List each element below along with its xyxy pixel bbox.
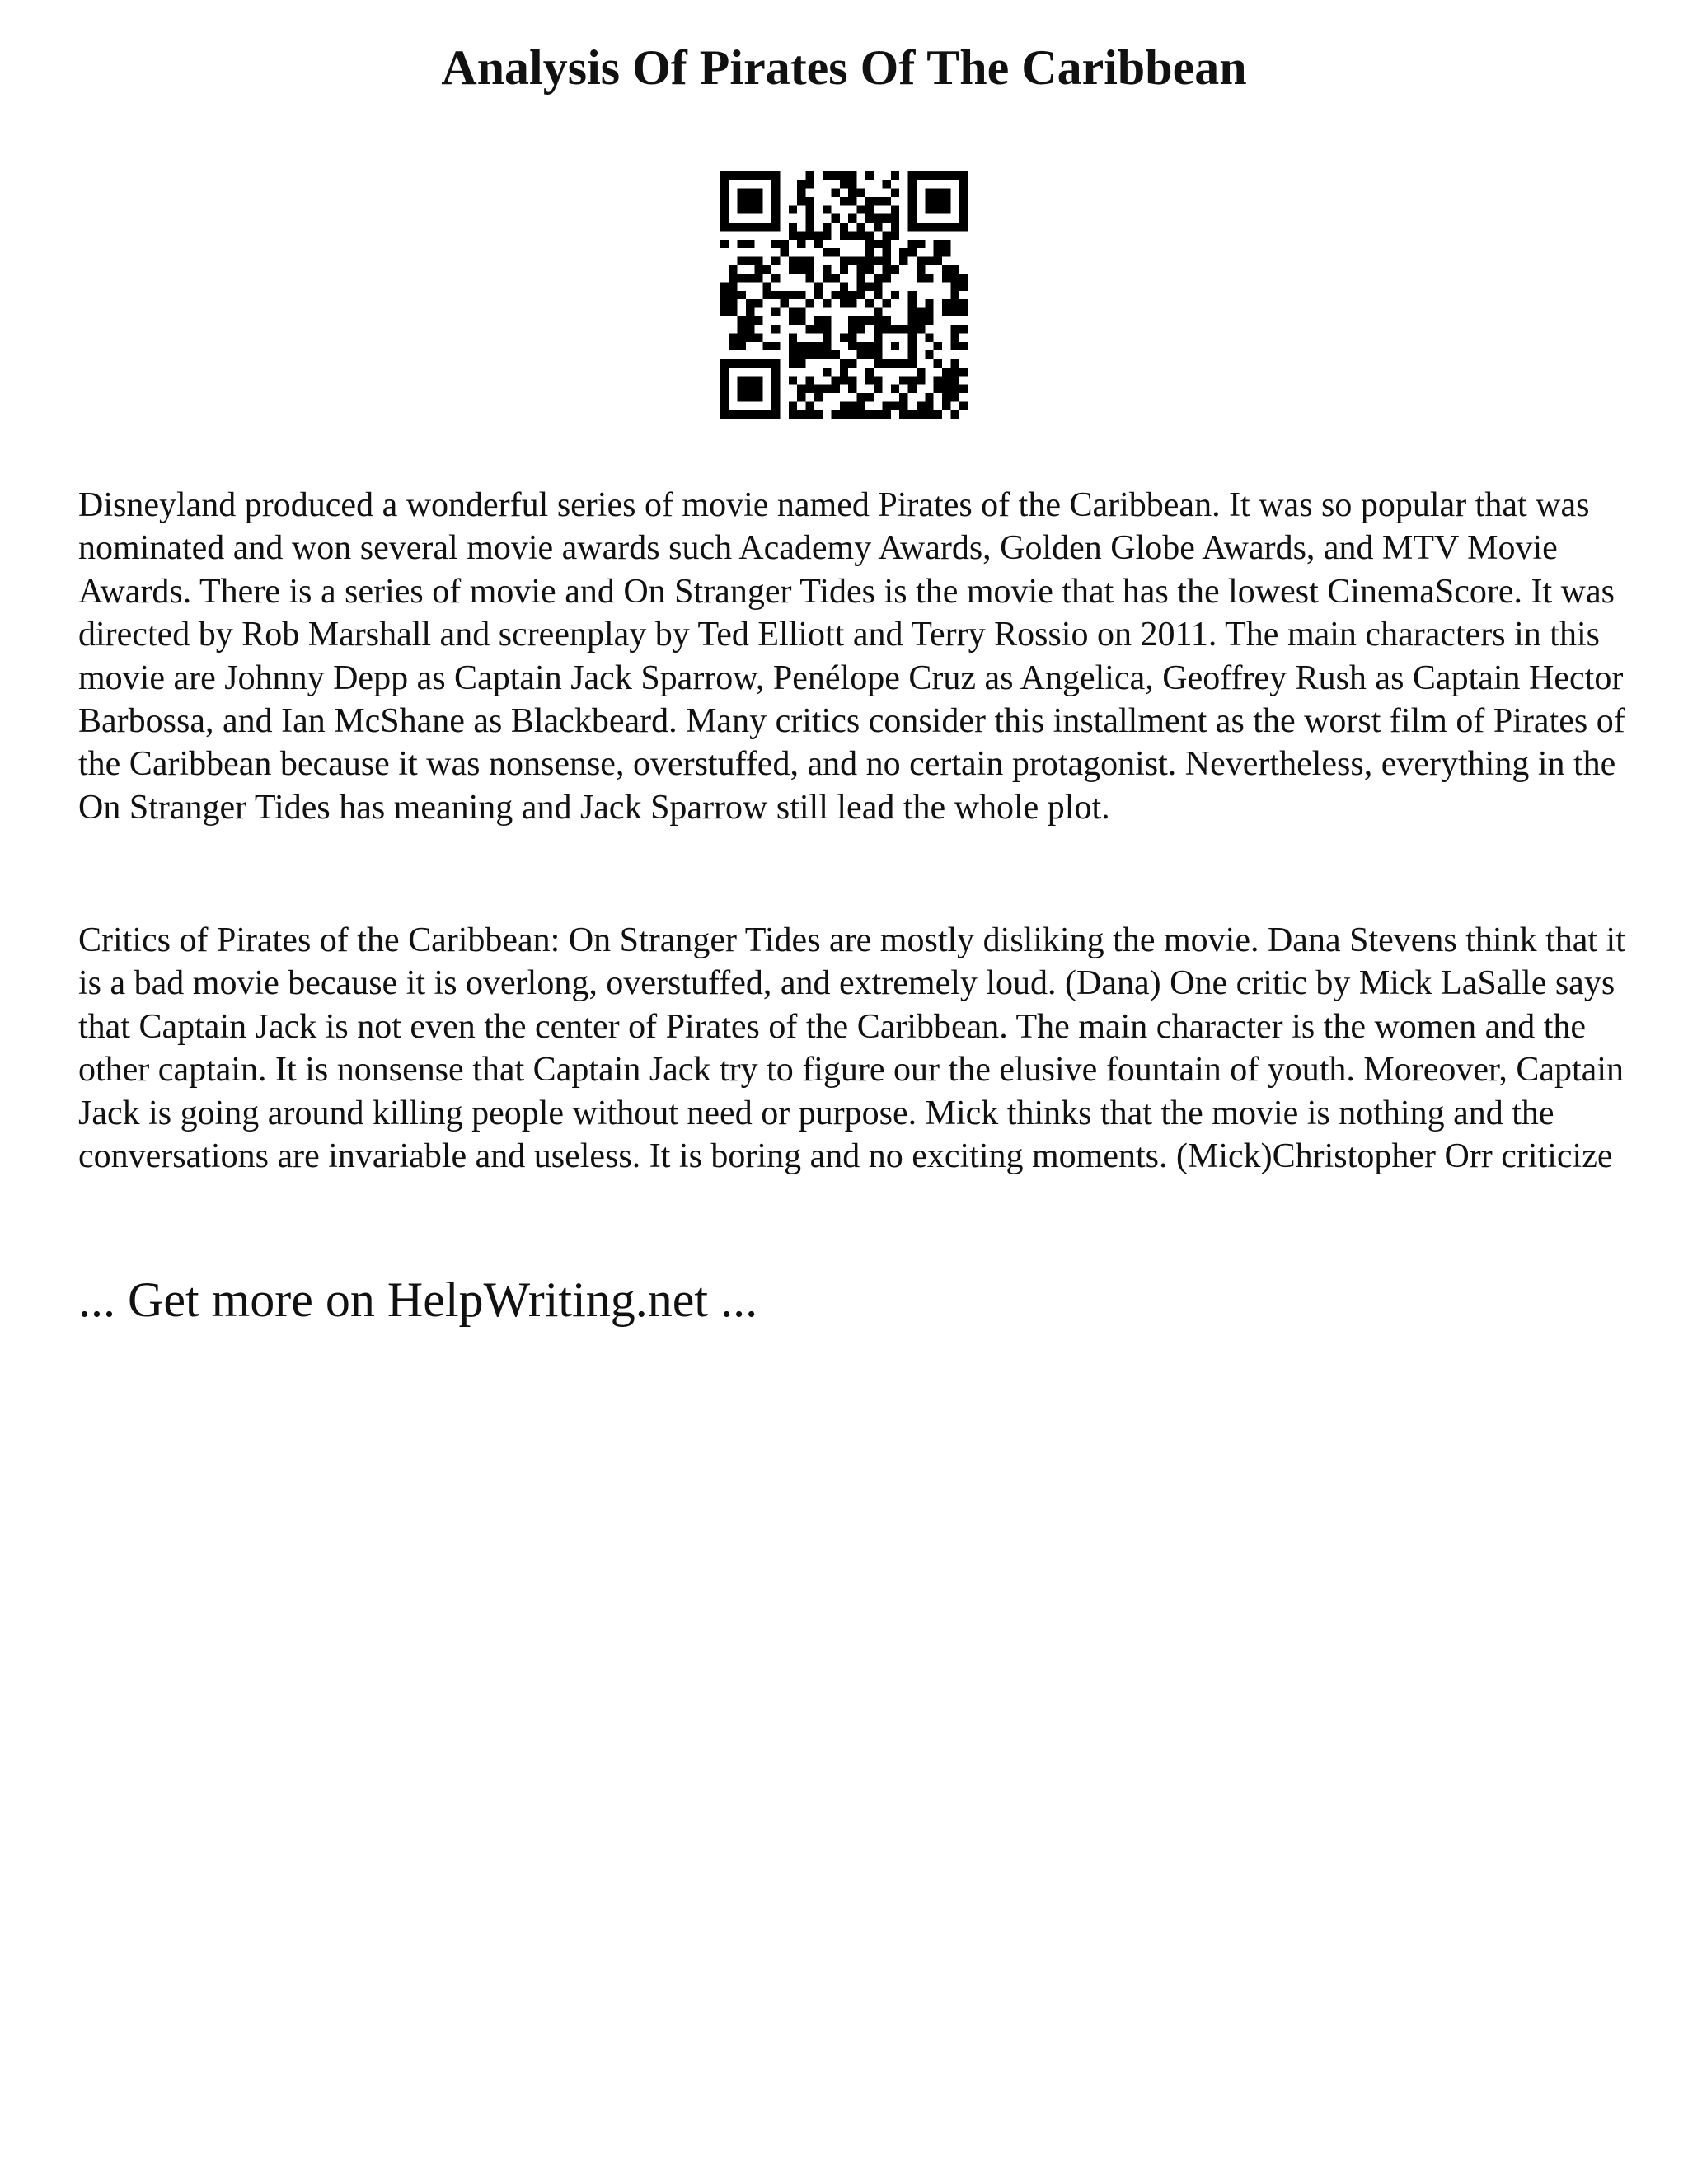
paragraph-intro: Disneyland produced a wonderful series of movie named Pirates of the Caribbean. It was so popular that was nominated and won several movie awards such Academy Awards, Golden Globe Awards, and MTV Movie Awards. There is a series of movie and On Stranger Tides is the movie that has the lowest CinemaScore. It was directed by Rob Marshall and screenplay by Ted Elliott and Terry Rossio on 2011. The main characters in this movie are Johnny Depp as Captain Jack Sparrow, Penélope Cruz as Angelica, Geoffrey Rush as Captain Hector Barbossa, and Ian McShane as Blackbeard. Many critics consider this installment as the worst film of Pirates of the Caribbean because it was nonsense, overstuffed, and no certain protagonist. Nevertheless, everything in the On Stranger Tides has meaning and Jack Sparrow still lead the whole plot.	[78, 486, 1625, 827]
qr-code-icon	[720, 171, 968, 419]
paragraph-critics: Critics of Pirates of the Caribbean: On Stranger Tides are mostly disliking the movie. Dana Stevens think that it is a bad movie because it is overlong, overstuffed, and extremely loud. (Dana) One critic by Mick LaSalle says that Captain Jack is not even the center of Pirates of the Caribbean. The main character is the women and the other captain. It is nonsense that Captain Jack try to figure our the elusive fountain of youth. Moreover, Captain Jack is going around killing people without need or purpose. Mick thinks that the movie is nothing and the conversations are invariable and useless. It is boring and no exciting moments. (Mick)Christopher Orr criticize	[78, 921, 1625, 1176]
page-title: Analysis Of Pirates Of The Caribbean	[441, 40, 1247, 95]
get-more-link[interactable]: ... Get more on HelpWriting.net ...	[78, 1272, 758, 1327]
qr-code-graphic	[720, 171, 968, 419]
